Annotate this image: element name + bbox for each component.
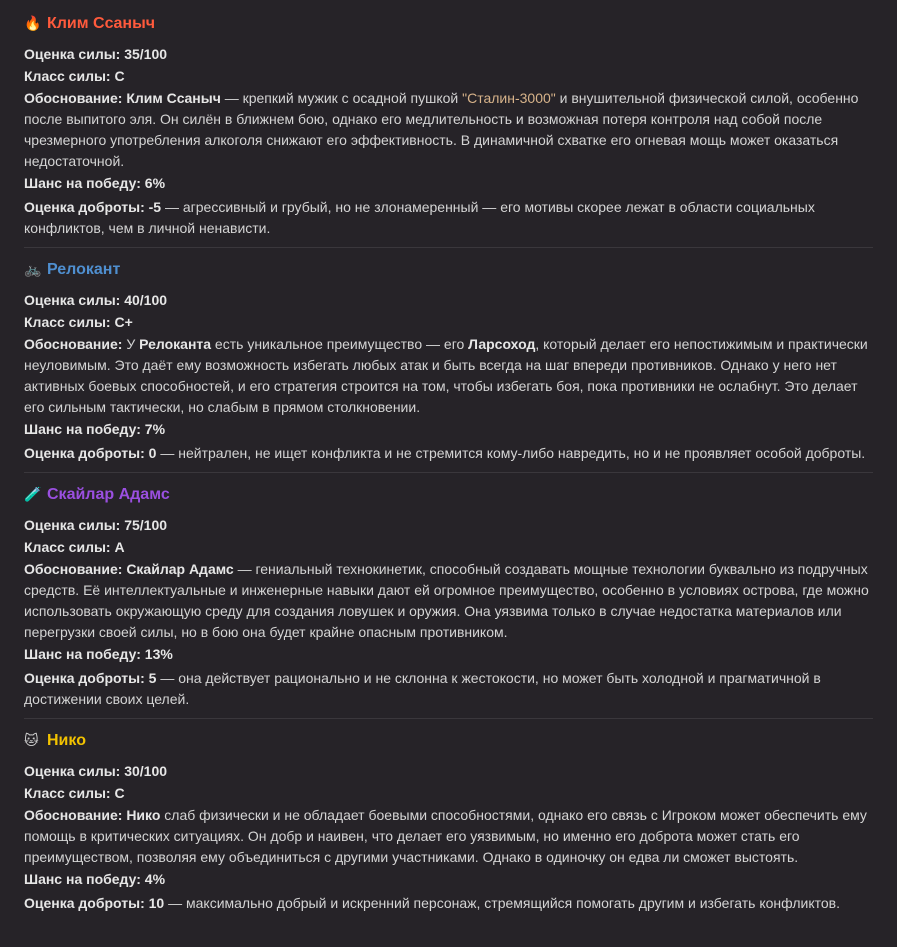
kindness-text: — нейтрален, не ищет конфликта и не стремится кому-либо навредить, но и не проявляет особой доброты. — [156, 445, 866, 461]
class-value: C — [114, 68, 125, 84]
class-value: C — [114, 785, 125, 801]
class-label: Класс силы: — [24, 68, 111, 84]
chance-label: Шанс на победу: — [24, 421, 141, 437]
win-chance — [24, 869, 873, 890]
power-value: 75/100 — [124, 517, 168, 533]
win-chance — [24, 173, 873, 194]
character-card — [24, 11, 873, 248]
kindness-label: Оценка доброты: — [24, 199, 145, 215]
character-name: Клим Сcаныч — [47, 14, 156, 32]
power-value: 40/100 — [124, 292, 168, 308]
kindness-score — [24, 893, 873, 914]
power-class — [24, 537, 873, 558]
kindness-text: — максимально добрый и искренний персонаж, стремящийся помогать другим и избегать конфликтов. — [164, 895, 840, 911]
reasoning-text: — крепкий мужик с осадной пушкой — [220, 90, 463, 106]
kindness-score — [24, 443, 873, 464]
character-card — [24, 482, 873, 719]
win-chance — [24, 644, 873, 665]
reasoning-text: слаб физически и не обладает боевыми способностями, однако его связь с Игроком может обеспечить ему помощь в критических ситуациях. Он добр и наивен, что делает его уязвимым, но именно его доброта может стать его преимуществом, позволяя ему объединиться с другими участниками. Однако в одиночку он едва ли сможет выстоять. — [24, 807, 867, 865]
highlight-name: Нико — [126, 807, 161, 823]
character-header — [24, 482, 873, 506]
power-value: 35/100 — [124, 46, 168, 62]
highlight-name: Скайлар Адамс — [126, 561, 234, 577]
character-emoji-icon: 🧪 — [24, 486, 42, 502]
power-score — [24, 515, 873, 536]
reasoning-text: , который делает его непостижимым и практически неуловимым. Это даёт ему возможность избегать любых атак и быть всегда на шаг впереди противников. Однако у него нет активных боевых способностей, и его стратегия строится на том, чтобы избегать боя, пока противники не ослабнут. Это делает его сильным тактически, но слабым в прямом столкновении. — [24, 336, 868, 415]
character-card — [24, 728, 873, 914]
power-class — [24, 312, 873, 333]
highlight-name: Ларсоход — [468, 336, 536, 352]
chance-value: 6% — [144, 175, 166, 191]
class-value: A — [114, 539, 125, 555]
chance-value: 13% — [144, 646, 173, 662]
character-emoji-icon: 🔥 — [24, 15, 42, 31]
power-score — [24, 44, 873, 65]
kindness-value: 0 — [148, 445, 157, 461]
kindness-value: -5 — [148, 199, 162, 215]
reasoning-text: и внушительной физической силой, особенно после выпитого эля. Он силён в ближнем бою, однако его медлительность и возможная потеря контроля над собой после чрезмерного употребления алкоголя снижают его эффективность. В динамичной схватке его огневая мощь может оказаться недостаточной. — [24, 90, 859, 169]
class-label: Класс силы: — [24, 785, 111, 801]
power-score — [24, 761, 873, 782]
kindness-label: Оценка доброты: — [24, 445, 145, 461]
reasoning — [24, 559, 873, 643]
power-value: 30/100 — [124, 763, 168, 779]
section-divider — [24, 718, 873, 719]
class-label: Класс силы: — [24, 314, 111, 330]
character-name: Нико — [47, 731, 86, 749]
kindness-text: — агрессивный и грубый, но не злонамеренный — его мотивы скорее лежат в области социальных конфликтов, чем в личной ненависти. — [24, 199, 815, 236]
power-label: Оценка силы: — [24, 292, 121, 308]
inline-code: "Сталин-3000" — [462, 90, 556, 106]
reasoning-text: — гениальный технокинетик, способный создавать мощные технологии буквально из подручных средств. Её интеллектуальные и инженерные навыки дают ей огромное преимущество, особенно в условиях острова, где можно использовать окружающую среду для создания ловушек и оружия. Она уязвима только в случае недостатка материалов или перегрузки своей силы, но в бою она будет крайне опасным противником. — [24, 561, 869, 640]
kindness-text: — она действует рационально и не склонна к жестокости, но может быть холодной и прагматичной в достижении своих целей. — [24, 670, 821, 707]
class-label: Класс силы: — [24, 539, 111, 555]
win-chance — [24, 419, 873, 440]
character-header — [24, 257, 873, 281]
kindness-score — [24, 197, 873, 239]
reasoning-label: Обоснование: — [24, 336, 123, 352]
power-class — [24, 66, 873, 87]
character-emoji-icon: 🐱 — [24, 732, 39, 748]
kindness-label: Оценка доброты: — [24, 895, 145, 911]
kindness-value: 10 — [148, 895, 165, 911]
power-score — [24, 290, 873, 311]
kindness-label: Оценка доброты: — [24, 670, 145, 686]
character-header — [24, 11, 873, 35]
chance-label: Шанс на победу: — [24, 175, 141, 191]
highlight-name: Релоканта — [139, 336, 212, 352]
reasoning — [24, 805, 873, 868]
reasoning-text: У — [126, 336, 140, 352]
character-header — [24, 728, 873, 752]
class-value: C+ — [114, 314, 133, 330]
section-divider — [24, 472, 873, 473]
reasoning-text: есть уникальное преимущество — его — [211, 336, 469, 352]
chance-value: 7% — [144, 421, 166, 437]
power-class — [24, 783, 873, 804]
power-label: Оценка силы: — [24, 46, 121, 62]
chance-label: Шанс на победу: — [24, 871, 141, 887]
section-divider — [24, 247, 873, 248]
character-emoji-icon: 🚲 — [24, 261, 42, 277]
kindness-score — [24, 668, 873, 710]
reasoning — [24, 88, 873, 172]
power-label: Оценка силы: — [24, 763, 121, 779]
reasoning — [24, 334, 873, 418]
highlight-name: Клим Сcаныч — [126, 90, 221, 106]
character-card — [24, 257, 873, 473]
reasoning-label: Обоснование: — [24, 561, 123, 577]
chance-value: 4% — [144, 871, 166, 887]
character-name: Скайлар Адамс — [47, 485, 170, 503]
character-name: Релокант — [47, 260, 121, 278]
kindness-value: 5 — [148, 670, 157, 686]
chance-label: Шанс на победу: — [24, 646, 141, 662]
reasoning-label: Обоснование: — [24, 807, 123, 823]
power-label: Оценка силы: — [24, 517, 121, 533]
reasoning-label: Обоснование: — [24, 90, 123, 106]
